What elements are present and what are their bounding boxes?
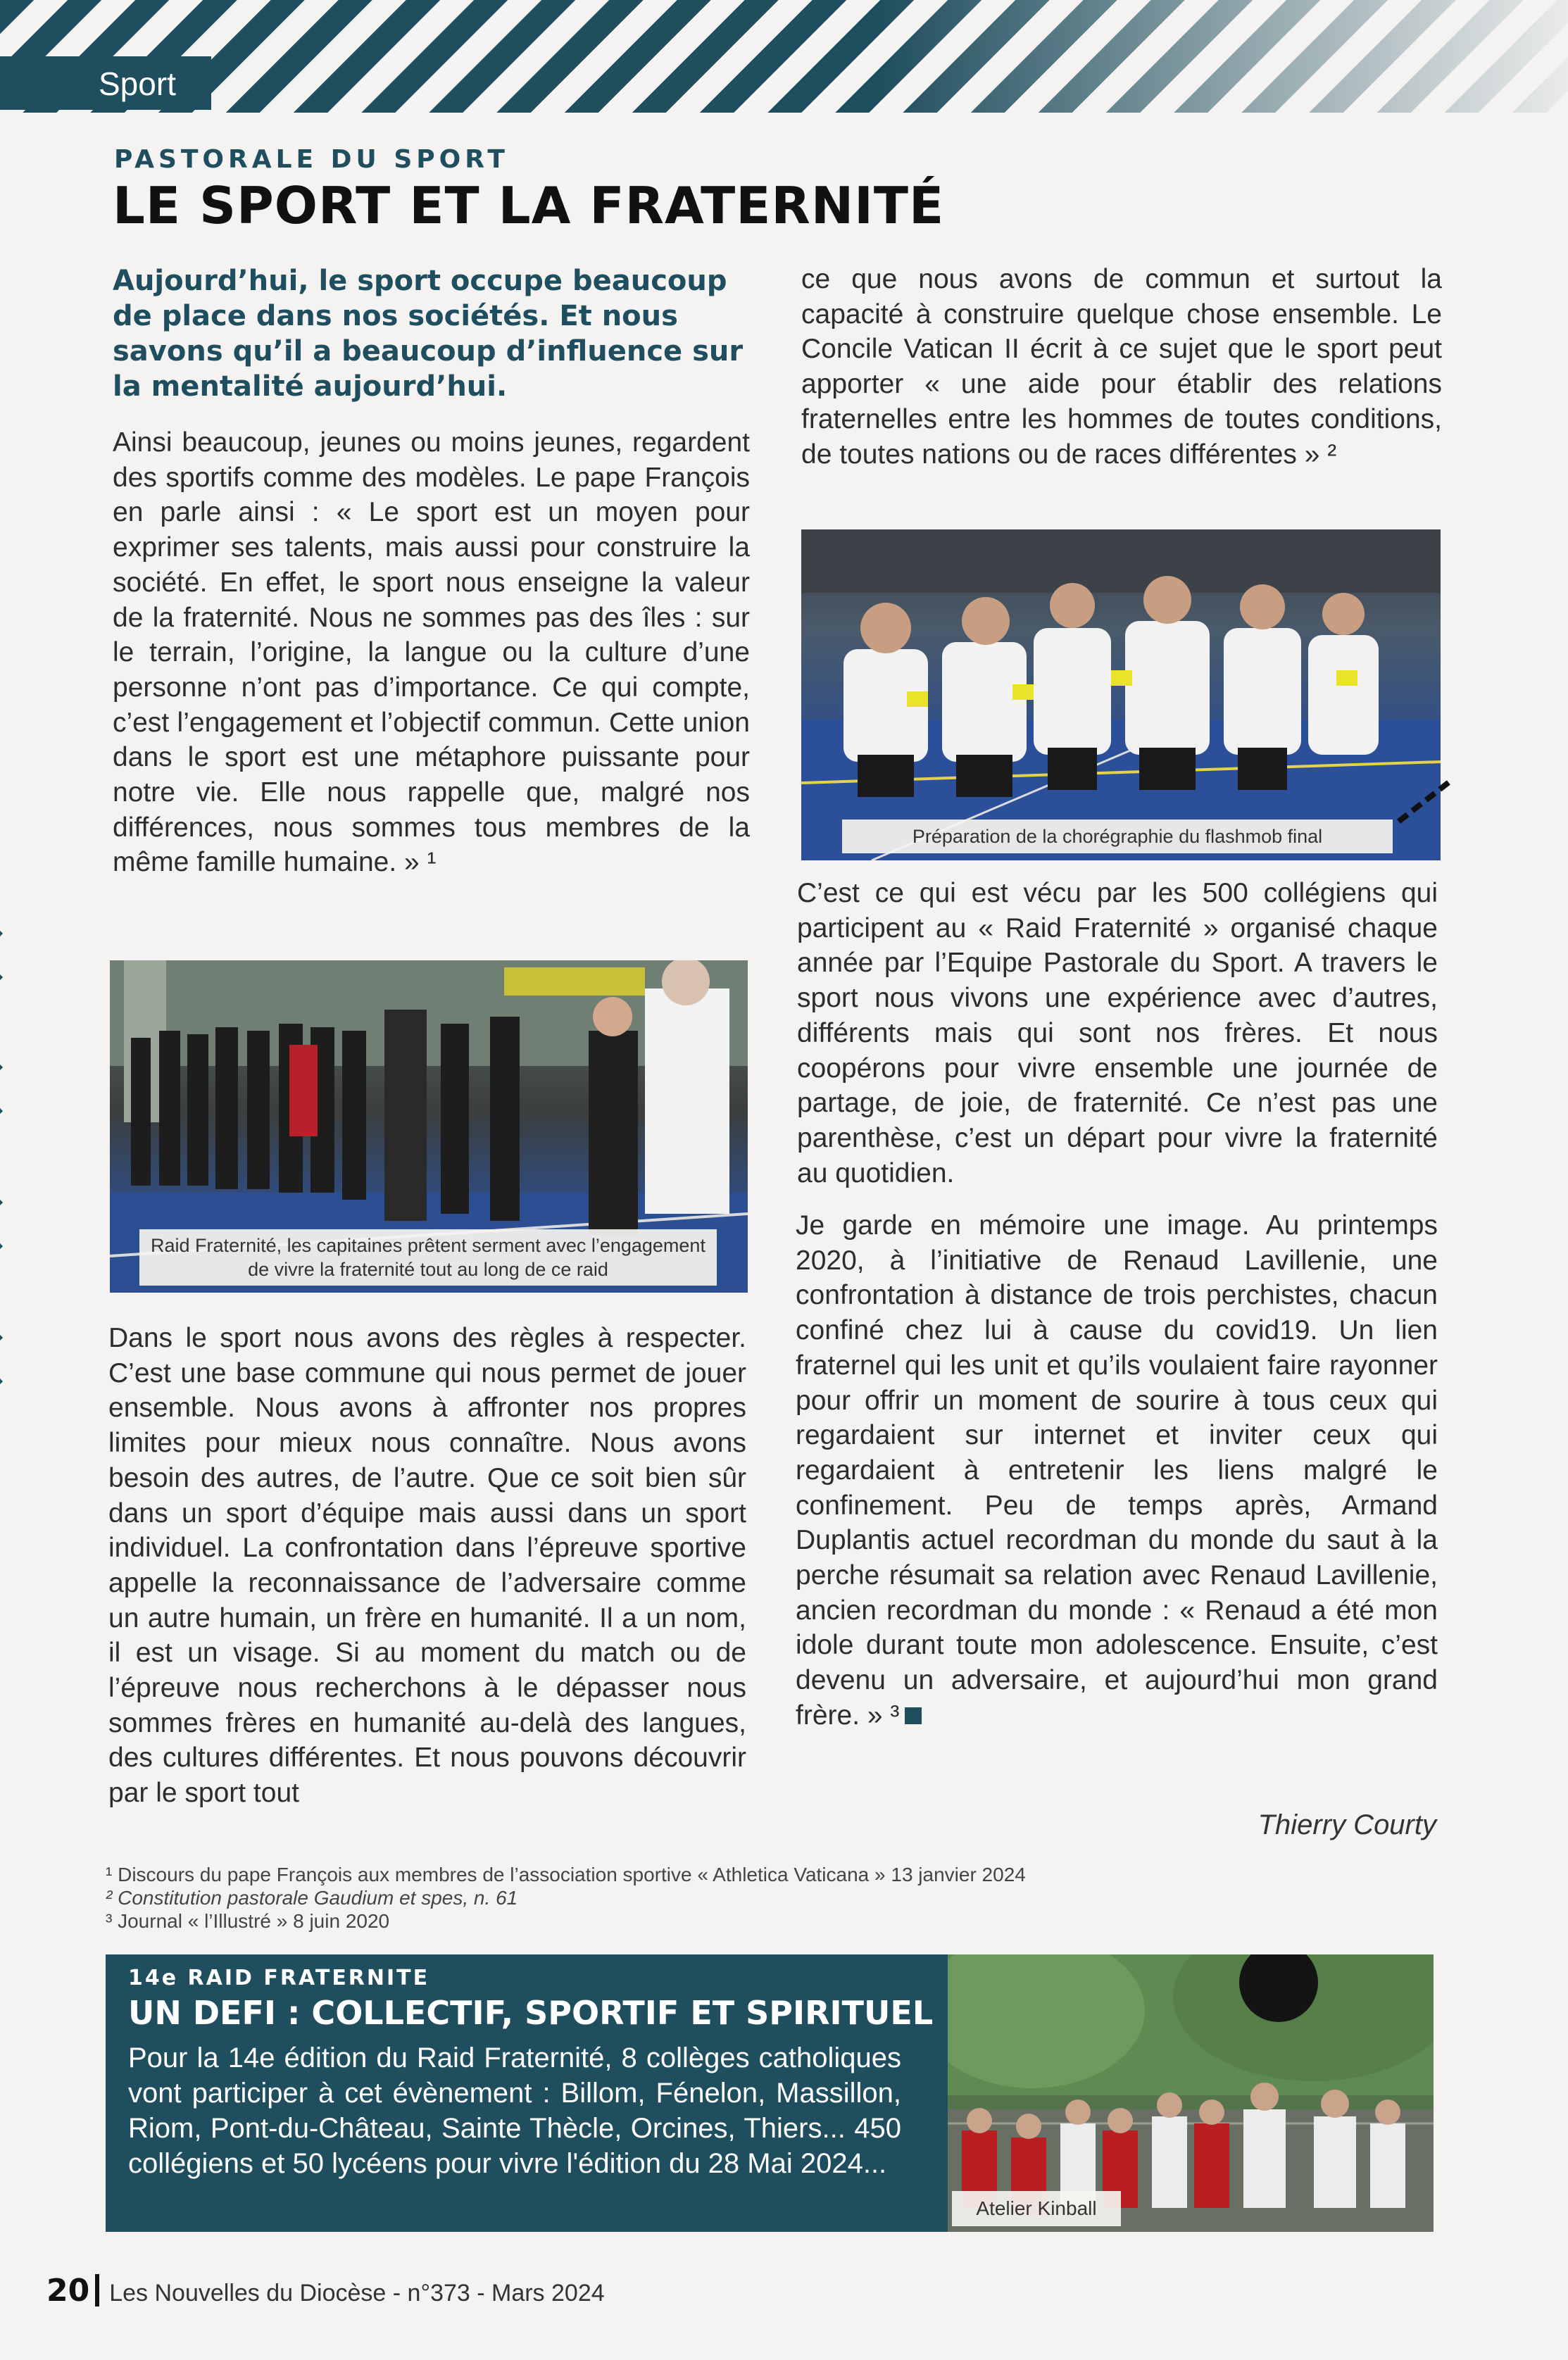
- article-paragraph-text: Je garde en mémoire une image. Au printemps 2020, à l’initiative de Renaud Lavillenie, une confrontation à distance de trois perchistes, chacun confiné chez lui à cause du covid19. Un lien fraternel qui les unit et qu’ils voulaient faire rayonner pour offrir un moment de sourire à tous ceux qui regardaient sur internet et inviter ceux qui regardaient à entretenir les liens malgré le confinement. Peu de temps après, Armand Duplantis actuel recordman du monde du saut à la perche résumait sa relation avec Renaud Lavillenie, ancien recordman du monde : « Renaud a été mon idole durant toute mon adolescence. Ensuite, c’est devenu un adversaire, et aujourd’hui mon grand frère. » ³: [796, 1210, 1438, 1731]
- article-paragraph: Dans le sport nous avons des règles à respecter. C’est une base commune qui nous permet de jouer ensemble. Nous avons à affronter nos propres limites pour mieux nous connaître. Nous avons besoin des autres, de l’autre. Que ce soit bien sûr dans un sport d’équipe mais aussi dans un sport individuel. La confrontation dans l’épreuve sportive appelle la reconnaissance de l’adversaire comme un autre humain, un frère en humanité. Il a un nom, il est un visage. Si au moment du match ou de l’épreuve nous recherchons à le dépasser nous sommes frères en humanité au-delà des langues, des cultures différentes. Et nous pouvons découvrir par le sport tout: [108, 1323, 746, 1809]
- raid-box-title: UN DEFI : COLLECTIF, SPORTIF ET SPIRITUEL: [128, 1994, 934, 2032]
- chevron-left-icon: [0, 1333, 25, 1386]
- article-paragraph: ce que nous avons de commun et surtout la capacité à construire quelque chose ensemble. Le Concile Vatican II écrit à ce sujet que le sport peut apporter « une aide pour établir des relations fraternelles entre les hommes de toutes conditions, de toutes nations ou de races différentes » ²: [801, 264, 1442, 470]
- article-paragraph: Ainsi beaucoup, jeunes ou moins jeunes, regardent des sportifs comme des modèles. Le pape François en parle ainsi : « Le sport est un moyen pour exprimer ses talents, mais aussi pour construire la société. En effet, le sport nous enseigne la valeur de la fraternité. Nous ne sommes pas des îles : sur le terrain, l’origine, la langue ou la culture d’une personne n’ont pas d’importance. Ce qui compte, c’est l’engagement et l’objectif commun. Cette union dans le sport est une métaphore puissante pour notre vie. Elle nous rappelle que, malgré nos différences, nous sommes tous membres de la même famille humaine. » ¹: [113, 427, 750, 878]
- publication-info: Les Nouvelles du Diocèse - n°373 - Mars 2024: [109, 2280, 605, 2306]
- section-label: Sport: [99, 65, 176, 102]
- footnote: ² Constitution pastorale Gaudium et spes, n. 61: [106, 1887, 518, 1909]
- flashmob-caption: Préparation de la chorégraphie du flashmob final: [842, 820, 1393, 853]
- end-mark-icon: [905, 1707, 922, 1724]
- flashmob-photo: [801, 529, 1441, 860]
- header-stripes-fade: [880, 0, 1568, 113]
- article-kicker: PASTORALE DU SPORT: [114, 145, 509, 174]
- article-title: LE SPORT ET LA FRATERNITÉ: [113, 176, 945, 235]
- raid-box-kicker: 14e RAID FRATERNITE: [128, 1966, 430, 1990]
- author-signature: Thierry Courty: [1257, 1809, 1436, 1840]
- page-number: 20: [46, 2273, 90, 2309]
- footnotes: [106, 1863, 1026, 1933]
- flashmob-photo-illustration: [801, 529, 1441, 860]
- chevron-left-icon: [0, 1062, 25, 1116]
- captains-caption: Raid Fraternité, les capitaines prêtent serment avec l’engagement de vivre la fraternité tout au long de ce raid: [139, 1229, 717, 1286]
- kinball-photo-illustration: [948, 1954, 1434, 2232]
- article-lead: Aujourd’hui, le sport occupe beaucoup de place dans nos sociétés. Et nous savons qu’il a beaucoup d’influence sur la mentalité aujourd’hui.: [113, 265, 744, 403]
- footer-divider: [95, 2274, 99, 2306]
- article-paragraph: C’est ce qui est vécu par les 500 collégiens qui participent au « Raid Fraternité » organisé chaque année par l’Equipe Pastorale du Sport. A travers le sport nous vivons une expérience avec d’autres, différents mais qui sont nos frères. Et nous coopérons pour vivre ensemble une journée de partage, de joie, de fraternité. Ce n’est pas une parenthèse, c’est un départ pour vivre la fraternité au quotidien.: [797, 878, 1438, 1188]
- chevron-left-icon: [0, 1198, 25, 1251]
- kinball-photo: [948, 1954, 1434, 2232]
- raid-box-text: Pour la 14e édition du Raid Fraternité, 8 collèges catholiques vont participer à cet évènement : Billom, Fénelon, Massillon, Riom, Pont-du-Château, Sainte Thècle, Orcines, Thiers... 450 collégiens et 50 lycéens pour vivre l'édition du 28 Mai 2024...: [128, 2042, 901, 2179]
- article-paragraph-final: [796, 1208, 1438, 1733]
- footnote: ³ Journal « l’Illustré » 8 juin 2020: [106, 1910, 390, 1932]
- footnote: ¹ Discours du pape François aux membres de l’association sportive « Athletica Vaticana » 13 janvier 2024: [106, 1864, 1026, 1885]
- chevron-left-icon: [0, 929, 25, 982]
- kinball-caption: Atelier Kinball: [952, 2191, 1121, 2226]
- page-footer: [46, 2273, 605, 2309]
